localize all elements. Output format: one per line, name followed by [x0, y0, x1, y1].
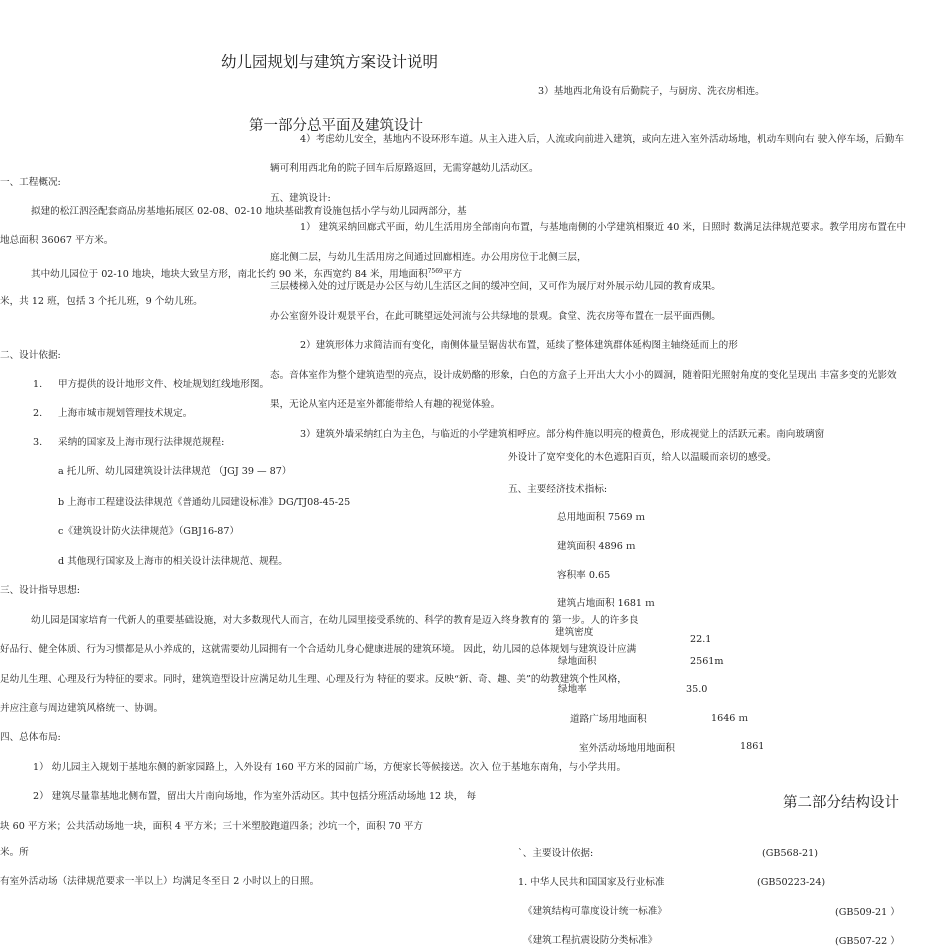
basis-item-1-text: 甲方提供的设计地形文件、校址规划红线地形图。: [58, 379, 270, 390]
section1-paragraph2-line2: 米，共 12 班，包括 3 个托儿班，9 个幼儿班。: [0, 296, 203, 307]
section3-line3: 足幼儿生理、心理及行为特征的要求。同时，建筑造型设计应满足幼儿生理、心理及行为 特征的要求。反映“新、奇、趣、美”的幼教建筑个性风格，: [0, 674, 627, 685]
structure-row2-code: (GB509-21 ）: [835, 907, 900, 918]
part2-title: 第二部分结构设计: [783, 795, 899, 811]
basis-sub-c: c《建筑设计防火法律规范》（GBJ16-87）: [58, 526, 240, 537]
design-item-1-line1: 1） 建筑采纳回廊式平面，幼儿生活用房全部南向布置，与基地南侧的小学建筑相聚近 40 米，日照时 数满足法律规范要求。教学用房布置在中: [300, 222, 907, 233]
econ-total-area: 总用地面积 7569 ｍ: [557, 512, 646, 523]
section5-heading: 五、建筑设计:: [270, 193, 331, 204]
econ-outdoor-label: 室外活动场地用地面积: [579, 743, 675, 754]
design-item-3-line1: 3）建筑外墙采纳红白为主色，与临近的小学建筑相呼应。部分构件施以明亮的橙黄色，形成视觉上的活跃元素。南向玻璃窗: [300, 429, 825, 440]
econ-green-rate-value: 35.0: [686, 684, 708, 695]
layout-item-1: 1） 幼儿园主入规划于基地东侧的新家园路上，入外设有 160 平方米的园前广场，方便家长等候接送。次入 位于基地东南角，与小学共用。: [33, 762, 627, 773]
layout-item-2-line2: 块 60 平方米；公共活动场地一块，面积 4 平方米；三十米塑胶跑道四条；沙坑一个，面积 70 平方: [0, 821, 423, 832]
basis-sub-b: b 上海市工程建设法律规范《普通幼儿园建设标准》DG/TJ08-45-25: [58, 497, 351, 508]
layout-item-4-line1: 4）考虑幼儿安全，基地内不设环形车道。从主入进入后，人流或向前进入建筑，或向左进入室外活动场地，机动车则向右 驶入停车场，后勤车: [300, 134, 904, 145]
part1-title: 第一部分总平面及建筑设计: [249, 118, 423, 134]
structure-heading-code: (GB568-21): [762, 848, 818, 859]
econ-green-rate-label: 绿地率: [558, 684, 587, 695]
basis-item-2-text: 上海市城市规划管理技术规定。: [58, 408, 193, 419]
econ-floor-area-ratio: 容积率 0.65: [557, 570, 611, 581]
design-item-1-line3: 三层楼梯入处的过厅既是办公区与幼儿生活区之间的缓冲空间，又可作为展厅对外展示幼儿园的教育成果。: [270, 281, 721, 292]
section3-line4: 并应注意与周边建筑风格统一、协调。: [0, 703, 164, 714]
econ-road-label: 道路广场用地面积: [570, 714, 647, 725]
econ-outdoor-value: 1861: [740, 741, 765, 752]
structure-row2-label: 《建筑结构可靠度设计统一标准》: [523, 906, 667, 917]
econ-footprint: 建筑占地面积 1681 ｍ: [557, 598, 655, 609]
structure-row3-code: (GB507-22 ）: [835, 936, 900, 947]
section1-paragraph1-line2: 地总面积 36067 平方米。: [0, 235, 114, 246]
basis-item-1-number: 1.: [33, 379, 43, 390]
structure-basis-heading: `、主要设计依据:: [518, 848, 594, 859]
basis-item-2-number: 2.: [33, 408, 43, 419]
structure-row1-code: (GB50223-24): [757, 877, 826, 888]
basis-sub-d: d 其他现行国家及上海市的相关设计法律规范、规程。: [58, 556, 288, 567]
econ-density-value: 22.1: [690, 634, 712, 645]
section3-line1: 幼儿园是国家培育一代新人的重要基础设施，对大多数现代人而言，在幼儿园里接受系统的、科学的教育是迈入终身教育的 第一步。人的许多良: [31, 615, 639, 626]
econ-green-label: 绿地面积: [558, 656, 597, 667]
layout-item-2-line4: 有室外活动场（法律规范要求一半以上）均满足冬至日 2 小时以上的日照。: [0, 876, 320, 887]
document-title: 幼儿园规划与建筑方案设计说明: [221, 53, 439, 71]
basis-item-3-number: 3.: [33, 437, 43, 448]
design-item-1-line4: 办公室窗外设计观景平台，在此可眺望远处河流与公共绿地的景观。食堂、洗衣房等布置在一层平面西侧。: [270, 311, 721, 322]
structure-row1-label: 1. 中华人民共和国国家及行业标准: [518, 877, 665, 888]
section2-heading: 二、设计依据:: [0, 350, 61, 361]
design-item-1-line2: 庭北侧二层，与幼儿生活用房之间通过回廊相连。办公用房位于北侧三层，: [270, 252, 587, 263]
site-area-superscript: 7569: [427, 268, 443, 275]
basis-item-3-text: 采纳的国家及上海市现行法律规范规程:: [58, 437, 225, 448]
design-item-2-line1: 2）建筑形体力求简洁而有变化，南侧体量呈锯齿状布置，延续了整体建筑群体延构图主轴绕延而上的形: [300, 340, 738, 351]
section1-paragraph1-line1: 拟建的松江泗泾配套商品房基地拓展区 02-08、02-10 地块基础教育设施包括小学与幼儿园两部分，基: [31, 206, 467, 217]
basis-sub-a: a 托儿所、幼儿园建筑设计法律规范 （JGJ 39 — 87）: [58, 466, 292, 477]
section1-paragraph2-line1: 其中幼儿园位于 02-10 地块，地块大致呈方形，南北长约 90 米，东西宽约 84 米，用地面积$^{7569}$平方: [31, 268, 463, 280]
layout-item-2-line3: 米。所: [0, 847, 29, 858]
layout-item-2-line1: 2） 建筑尽量靠基地北侧布置，留出大片南向场地，作为室外活动区。其中包括分班活动场地 12 块， 每: [33, 791, 477, 802]
econ-heading: 五、主要经济技术指标:: [508, 484, 608, 495]
econ-building-area: 建筑面积 4896 ｍ: [557, 541, 636, 552]
structure-row3-label: 《建筑工程抗震设防分类标准》: [523, 935, 658, 946]
layout-item-3: 3）基地西北角设有后勤院子，与厨房、洗衣房相连。: [538, 86, 765, 97]
design-item-2-line2: 态。音体室作为整个建筑造型的亮点，设计成奶酪的形象，白色的方盒子上开出大大小小的圆洞，随着阳光照射角度的变化呈现出 丰富多变的光影效: [270, 370, 897, 381]
design-item-3-line2: 外设计了宽窄变化的木色遮阳百页，给人以温暖而亲切的感受。: [508, 452, 777, 463]
section3-line2: 好品行、健全体质、行为习惯都是从小养成的，这就需要幼儿园拥有一个合适幼儿身心健康进展的建筑环境。 因此，幼儿园的总体规划与建筑设计应满: [0, 644, 637, 655]
section1-heading: 一、工程概况:: [0, 177, 61, 188]
econ-green-value: 2561m: [690, 656, 724, 667]
design-item-2-line3: 果，无论从室内还是室外都能带给人有趣的视觉体验。: [270, 399, 501, 410]
section3-heading: 三、设计指导思想:: [0, 585, 80, 596]
econ-road-value: 1646 ｍ: [711, 713, 749, 724]
layout-item-4-line2: 辆可利用西北角的院子回车后原路返回，无需穿越幼儿活动区。: [270, 163, 539, 174]
econ-density-label: 建筑密度: [555, 627, 594, 638]
section4-heading: 四、总体布局:: [0, 732, 61, 743]
